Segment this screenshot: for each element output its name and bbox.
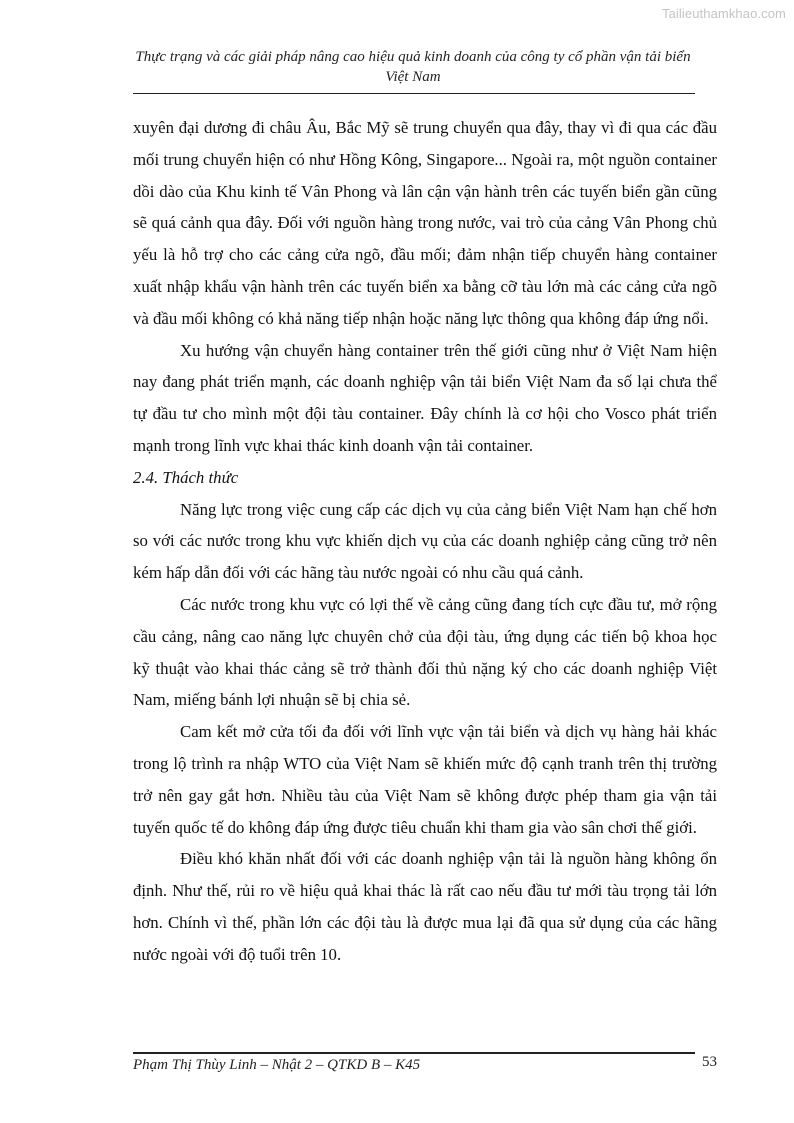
- paragraph-1: xuyên đại dương đi châu Âu, Bắc Mỹ sẽ trung chuyển qua đây, thay vì đi qua các đầu mối trung chuyển hiện có như Hồng Kông, Singapore... Ngoài ra, một nguồn container dồi dào của Khu kinh tế Vân Phong và lân cận vận hành trên các tuyến biển gần cũng sẽ quá cảnh qua đây. Đối với nguồn hàng trong nước, vai trò của cảng Vân Phong chủ yếu là hỗ trợ cho các cảng cửa ngõ, đầu mối; đảm nhận tiếp chuyển hàng container xuất nhập khẩu vận hành trên các tuyến biển xa bằng cỡ tàu lớn mà các cảng cửa ngõ và đầu mối không có khả năng tiếp nhận hoặc năng lực thông qua không đáp ứng nổi.: [133, 118, 717, 328]
- footer-divider: [133, 1052, 695, 1054]
- page-number: 53: [702, 1054, 717, 1070]
- paragraph-5: Cam kết mở cửa tối đa đối với lĩnh vực vận tải biển và dịch vụ hàng hải khác trong lộ trình ra nhập WTO của Việt Nam sẽ khiến mức độ cạnh tranh trên thị trường trở nên gay gắt hơn. Nhiều tàu của Việt Nam sẽ không được phép tham gia vận tải tuyến quốc tế do không đáp ứng được tiêu chuẩn khi tham gia vào sân chơi thế giới.: [133, 722, 717, 837]
- paragraph-3: Năng lực trong việc cung cấp các dịch vụ của cảng biển Việt Nam hạn chế hơn so với các nước trong khu vực khiến dịch vụ của các doanh nghiệp cảng cũng trở nên kém hấp dẫn đối với các hãng tàu nước ngoài có nhu cầu quá cảnh.: [133, 499, 717, 583]
- section-heading: 2.4. Thách thức: [133, 467, 239, 487]
- paragraph-6: Điều khó khăn nhất đối với các doanh nghiệp vận tải là nguồn hàng không ổn định. Như thế, rủi ro về hiệu quả khai thác là rất cao nếu đầu tư mới tàu trọng tải lớn hơn. Chính vì thế, phần lớn các đội tàu là được mua lại đã qua sử dụng của các hãng nước ngoài với độ tuổi trên 10.: [133, 849, 717, 964]
- header-divider: [133, 93, 695, 94]
- watermark-text: Tailieuthamkhao.com: [661, 6, 786, 21]
- paragraph-2: Xu hướng vận chuyển hàng container trên thế giới cũng như ở Việt Nam hiện nay đang phát triển mạnh, các doanh nghiệp vận tải biển Việt Nam đa số lại chưa thể tự đầu tư cho mình một đội tàu container. Đây chính là cơ hội cho Vosco phát triển mạnh trong lĩnh vực khai thác kinh doanh vận tải container.: [133, 340, 717, 455]
- document-body: [133, 112, 717, 971]
- footer-author: Phạm Thị Thùy Linh – Nhật 2 – QTKD B – K45: [133, 1057, 421, 1073]
- page-header-title: Thực trạng và các giải pháp nâng cao hiệu quả kinh doanh của công ty cổ phần vận tải biển Việt Nam: [135, 49, 691, 85]
- paragraph-4: Các nước trong khu vực có lợi thế về cảng cũng đang tích cực đầu tư, mở rộng cầu cảng, nâng cao năng lực chuyên chở của đội tàu, ứng dụng các tiến bộ khoa học kỹ thuật vào khai thác cảng sẽ trở thành đối thủ nặng ký cho các doanh nghiệp Việt Nam, miếng bánh lợi nhuận sẽ bị chia sẻ.: [133, 594, 717, 710]
